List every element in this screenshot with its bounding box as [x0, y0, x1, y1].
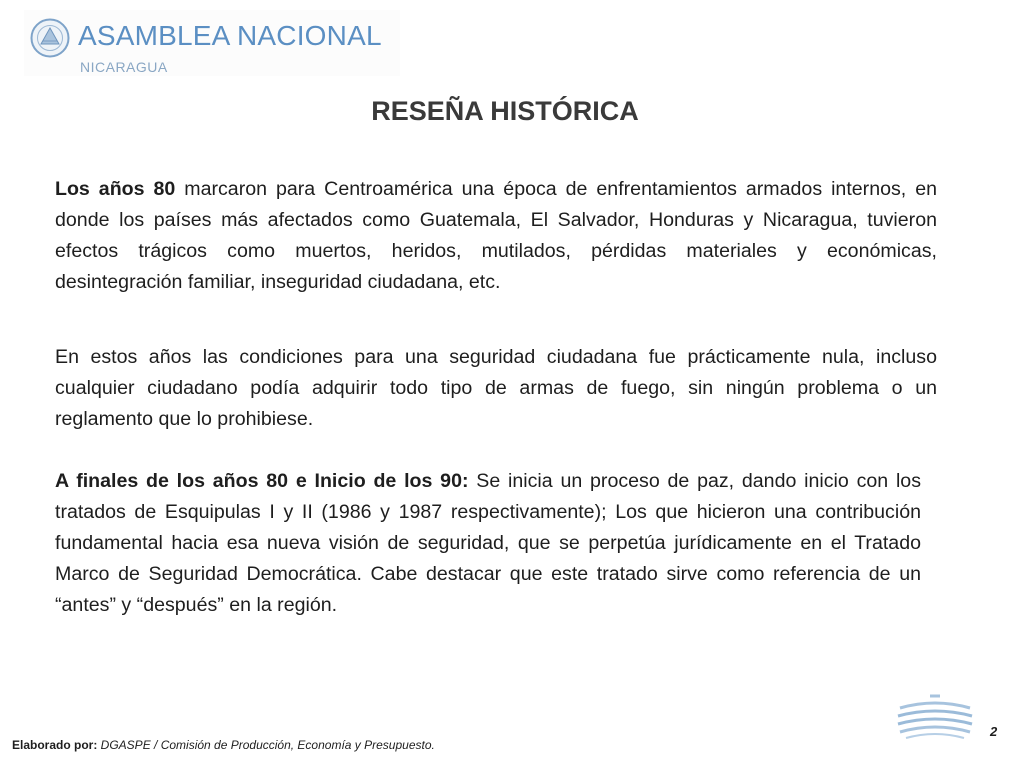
page-number: 2 — [990, 724, 998, 739]
paragraph-3-text: Se inicia un proceso de paz, dando inicio con los tratados de Esquipulas I y II (1986 y 1987 respectivamente); Los que hicieron una contribución fundamental hacia esa nueva visión de seguridad, que se perpetúa jurídicamente en el Tratado Marco de Seguridad Democrática. Cabe destacar que este tratado sirve como referencia de un “antes” y “después” en la región. — [55, 470, 921, 616]
org-country: NICARAGUA — [80, 59, 168, 75]
paragraph-1-lead: Los años 80 — [55, 178, 176, 200]
paragraph-2 — [55, 342, 937, 435]
page-title: RESEÑA HISTÓRICA — [371, 96, 639, 126]
footer-credit — [12, 738, 435, 752]
paragraph-2-text: En estos años las condiciones para una seguridad ciudadana fue prácticamente nula, incluso cualquier ciudadano podía adquirir todo tipo de armas de fuego, sin ningún problema o un reglamento que lo prohibiese. — [55, 346, 937, 430]
org-name: ASAMBLEA NACIONAL — [78, 20, 382, 51]
header-banner — [24, 10, 400, 76]
footer-credit-text: DGASPE / Comisión de Producción, Economía y Presupuesto. — [97, 738, 435, 752]
paragraph-3-lead: A finales de los años 80 e Inicio de los 90: — [55, 470, 469, 492]
paragraph-1-text: marcaron para Centroamérica una época de enfrentamientos armados internos, en donde los países más afectados como Guatemala, El Salvador, Honduras y Nicaragua, tuvieron efectos trágicos como muertos, heridos, mutilados, pérdidas materiales y económicas, desintegración familiar, inseguridad ciudadana, etc. — [55, 178, 937, 293]
paragraph-3 — [55, 466, 921, 621]
nicaragua-seal-icon — [30, 18, 70, 58]
asamblea-building-logo-icon — [890, 690, 980, 756]
paragraph-1 — [55, 174, 937, 298]
footer-credit-label: Elaborado por: — [12, 738, 98, 752]
